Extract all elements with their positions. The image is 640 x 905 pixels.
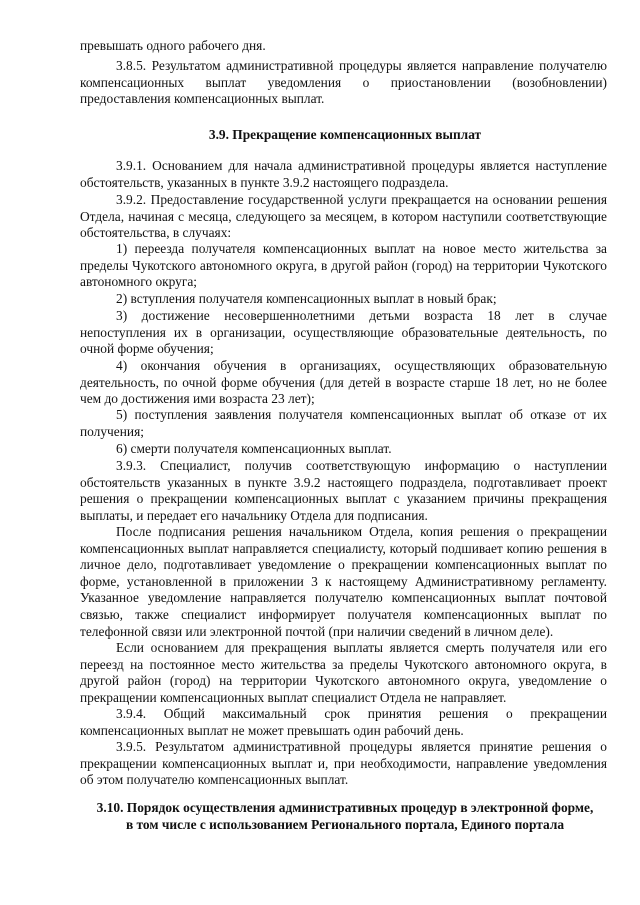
paragraph-3-9-3: 3.9.3. Специалист, получив соответствующую информацию о наступлении обстоятельств указанных в пункте 3.9.2 настоящего подраздела, подготавливает проект решения о прекращении компенсационных выплат с указанием причины прекращения выплаты, и передает его начальнику Отдела для подписания.	[80, 458, 607, 523]
list-item-5: 5) поступления заявления получателя компенсационных выплат об отказе от их получения;	[80, 407, 607, 439]
paragraph-3-9-2: 3.9.2. Предоставление государственной услуги прекращается на основании решения Отдела, начиная с месяца, следующего за месяцем, в котором наступили соответствующие обстоятельства, в случаях:	[80, 192, 607, 241]
paragraph-death-or-relocation: Если основанием для прекращения выплаты является смерть получателя или его переезд на постоянное место жительства за пределы Чукотского автономного округа, в другой район (город) на территории Чукотского автономного округа, уведомление о прекращении компенсационных выплат специалист Отдела не направляет.	[80, 640, 607, 705]
paragraph-3-9-4: 3.9.4. Общий максимальный срок принятия решения о прекращении компенсационных выплат не может превышать один рабочий день.	[80, 706, 607, 738]
paragraph-3-9-5: 3.9.5. Результатом административной процедуры является принятие решения о прекращении компенсационных выплат и, при необходимости, направление уведомления об этом получателю компенсационных выплат.	[80, 739, 607, 788]
paragraph-continuation: превышать одного рабочего дня.	[80, 38, 266, 53]
list-item-3: 3) достижение несовершеннолетними детьми возраста 18 лет в случае непоступления их в организации, осуществляющие образовательные деятельность, по очной форме обучения;	[80, 308, 607, 357]
section-heading-3-9: 3.9. Прекращение компенсационных выплат	[208, 127, 482, 142]
paragraph-after-signing: После подписания решения начальником Отдела, копия решения о прекращении компенсационных выплат направляется специалисту, который подшивает копию решения в личное дело, подготавливает уведомление о прекращении компенсационных выплат по форме, установленной в приложении 3 к настоящему Административному регламенту. Указанное уведомление направляется получателю компенсационных выплат почтовой связью, также специалист информирует получателя компенсационных выплат по телефонной связи или электронной почтой (при наличии сведений в личном деле).	[80, 524, 607, 639]
section-heading-3-10-line-2: в том числе с использованием Регионального портала, Единого портала	[125, 817, 565, 832]
list-item-4: 4) окончания обучения в организациях, осуществляющих образовательную деятельность, по очной форме обучения (для детей в возрасте старше 18 лет, но не более чем до достижения ими возраста 23 лет);	[80, 358, 607, 407]
list-item-1: 1) переезда получателя компенсационных выплат на новое место жительства за пределы Чукотского автономного округа, в другой район (город) на территории Чукотского автономного округа;	[80, 241, 607, 290]
section-heading-3-10-line-1: 3.10. Порядок осуществления административных процедур в электронной форме,	[96, 800, 594, 815]
list-item-2: 2) вступления получателя компенсационных выплат в новый брак;	[116, 291, 497, 306]
list-item-6: 6) смерти получателя компенсационных выплат.	[116, 441, 392, 456]
paragraph-3-9-1: 3.9.1. Основанием для начала административной процедуры является наступление обстоятельств, указанных в пункте 3.9.2 настоящего подраздела.	[80, 158, 607, 190]
paragraph-3-8-5: 3.8.5. Результатом административной процедуры является направление получателю компенсационных выплат уведомления о приостановлении (возобновлении) предоставления компенсационных выплат.	[80, 58, 607, 107]
